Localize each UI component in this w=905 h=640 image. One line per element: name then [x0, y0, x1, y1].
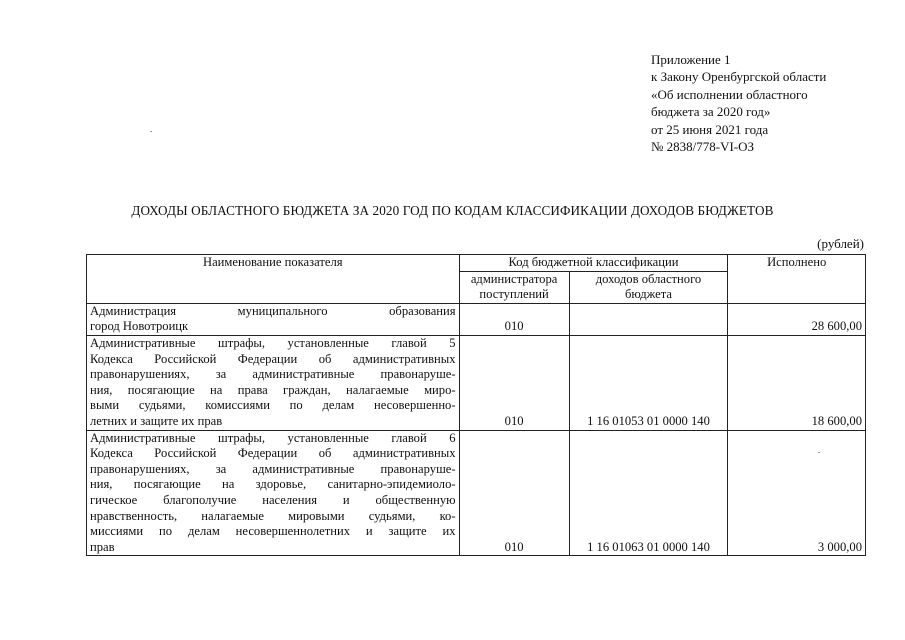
appendix-line: от 25 июня 2021 года	[651, 121, 769, 137]
row-admin-code: 010	[459, 430, 569, 556]
row-name-line: выми судьями, комиссиями по делам несовершенно-	[90, 398, 456, 413]
row-name-line: Административные штрафы, установленные главой 5	[90, 335, 456, 350]
header-admin-line: поступлений	[479, 287, 549, 302]
table-row	[87, 335, 866, 430]
row-name-line: Административные штрафы, установленные главой 6	[90, 430, 456, 445]
appendix-line: Приложение 1	[651, 52, 731, 67]
row-admin-code: 010	[459, 303, 569, 335]
header-executed: Исполнено	[728, 255, 866, 304]
row-name-line: Кодекса Российской Федерации об административных	[90, 446, 456, 461]
header-income-line: доходов областного	[595, 271, 702, 286]
appendix-line: бюджета за 2020 год»	[651, 104, 771, 120]
row-amount: 18 600,00	[728, 335, 866, 430]
row-name-line: правонарушениях, за административные правонаруше-	[90, 367, 456, 382]
row-name-line: прав	[90, 539, 115, 554]
revenue-table	[86, 254, 866, 556]
header-income-line: бюджета	[625, 287, 672, 302]
row-name-line: летних и защите их прав	[90, 413, 223, 428]
row-name-line: гическое благополучие населения и общественную	[90, 492, 456, 507]
row-income-code	[569, 303, 728, 335]
appendix-line: № 2838/778-VI-ОЗ	[651, 139, 755, 155]
header-code-group: Код бюджетной классификации	[459, 255, 728, 272]
row-name-line: Администрация муниципального образования	[90, 303, 456, 318]
row-name	[87, 303, 460, 335]
header-admin-line: администратора	[470, 271, 558, 286]
header-income-code	[569, 271, 728, 303]
table-row	[87, 303, 866, 335]
appendix-line: к Закону Оренбургской области	[651, 69, 827, 85]
row-amount: 28 600,00	[728, 303, 866, 335]
units-label: (рублей)	[817, 236, 864, 251]
row-amount: 3 000,00	[728, 430, 866, 556]
row-name	[87, 430, 460, 556]
row-name	[87, 335, 460, 430]
row-name-line: город Новотроицк	[90, 319, 189, 334]
table-row	[87, 430, 866, 556]
row-income-code: 1 16 01063 01 0000 140	[569, 430, 728, 556]
appendix-block	[651, 51, 826, 155]
row-admin-code: 010	[459, 335, 569, 430]
row-name-line: Кодекса Российской Федерации об административных	[90, 351, 456, 366]
row-income-code: 1 16 01053 01 0000 140	[569, 335, 728, 430]
row-name-line: ния, посягающие на права граждан, налагаемые миро-	[90, 382, 456, 397]
appendix-line: «Об исполнении областного	[651, 86, 808, 102]
header-name: Наименование показателя	[87, 255, 460, 304]
row-name-line: ния, посягающие на здоровье, санитарно-эпидемиоло-	[90, 477, 456, 492]
row-name-line: миссиями по делам несовершеннолетних и защите их	[90, 524, 456, 539]
table-header-row	[87, 255, 866, 272]
row-name-line: правонарушениях, за административные правонаруше-	[90, 461, 456, 476]
row-name-line: нравственность, налагаемые мировыми судьями, ко-	[90, 508, 456, 523]
document-title: ДОХОДЫ ОБЛАСТНОГО БЮДЖЕТА ЗА 2020 ГОД ПО КОДАМ КЛАССИФИКАЦИИ ДОХОДОВ БЮДЖЕТОВ	[131, 203, 774, 218]
header-admin	[459, 271, 569, 303]
scan-speck	[150, 131, 152, 132]
